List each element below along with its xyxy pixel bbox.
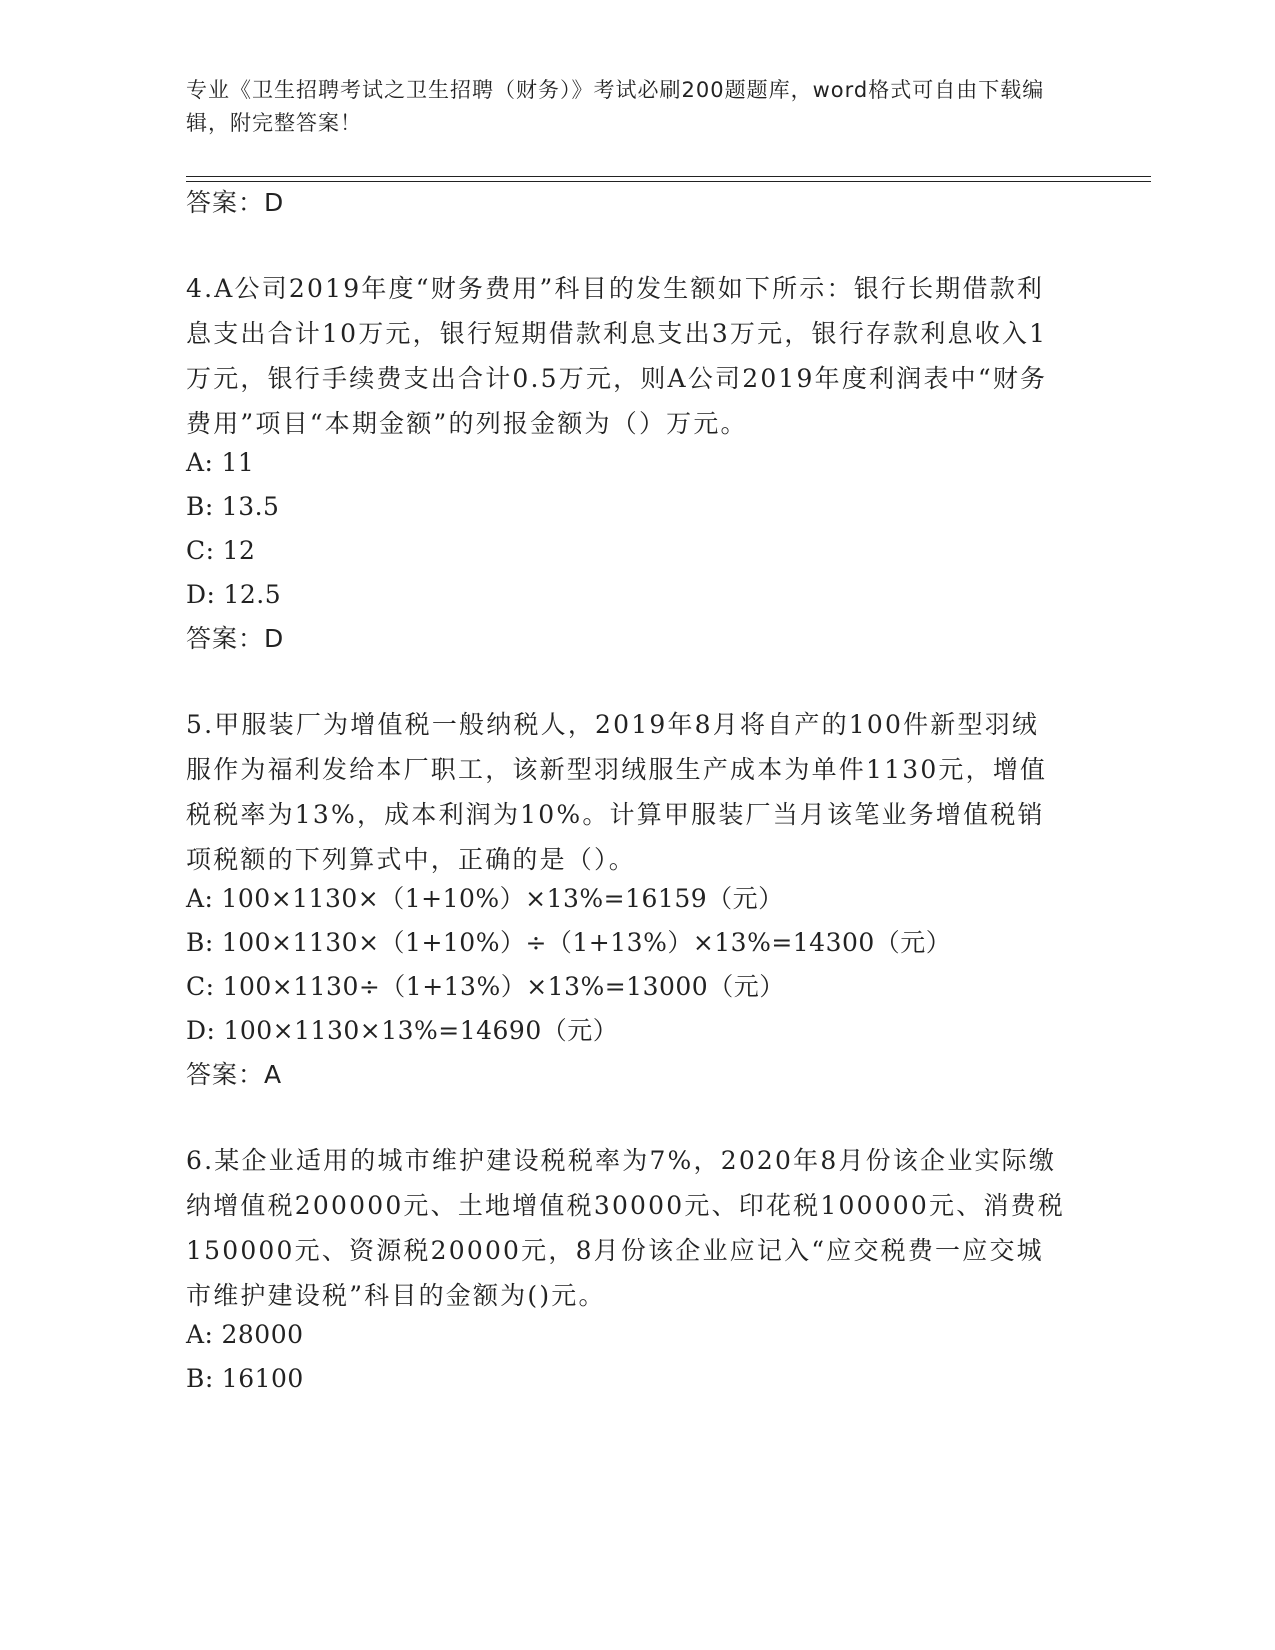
header-text: 专业《卫生招聘考试之卫生招聘（财务）》考试必刷200题题库，word格式可自由下载编辑，附完整答案！ xyxy=(186,78,1045,135)
question-6 xyxy=(186,1138,1066,1318)
option-value: 13.5 xyxy=(221,492,280,521)
answer-label: 答案： xyxy=(186,624,265,653)
option-value: 100×1130×13%=14690（元） xyxy=(223,1016,619,1045)
question-text: 6.某企业适用的城市维护建设税税率为7%，2020年8月份该企业实际缴纳增值税200000元、土地增值税30000元、印花税100000元、消费税150000元、资源税20000元，8月份该企业应记入“应交税费一应交城市维护建设税”科目的金额为()元。 xyxy=(186,1146,1065,1310)
option-key: C: xyxy=(186,972,215,1001)
option-key: B: xyxy=(186,928,214,957)
header-divider xyxy=(186,181,1151,182)
option-value: 12.5 xyxy=(223,580,282,609)
answer-label: 答案： xyxy=(186,1060,265,1089)
question-4 xyxy=(186,266,1066,446)
answer-value: D xyxy=(264,624,285,653)
option-c xyxy=(186,536,255,566)
header-divider xyxy=(186,176,1151,177)
option-a xyxy=(186,884,784,914)
page-header xyxy=(186,74,1066,140)
option-key: D: xyxy=(186,580,216,609)
question-text: 5.甲服装厂为增值税一般纳税人，2019年8月将自产的100件新型羽绒服作为福利发给本厂职工，该新型羽绒服生产成本为单件1130元，增值税税率为13%，成本利润为10%。计算甲服装厂当月该笔业务增值税销项税额的下列算式中，正确的是（）。 xyxy=(186,710,1048,874)
option-d xyxy=(186,580,281,610)
option-d xyxy=(186,1016,618,1046)
option-b xyxy=(186,492,279,522)
option-value: 100×1130÷（1+13%）×13%=13000（元） xyxy=(222,972,785,1001)
option-key: B: xyxy=(186,492,214,521)
answer-line xyxy=(186,1060,282,1090)
option-value: 11 xyxy=(221,448,255,477)
option-value: 100×1130×（1+10%）÷（1+13%）×13%=14300（元） xyxy=(221,928,952,957)
question-5 xyxy=(186,702,1066,882)
option-b xyxy=(186,1364,304,1394)
option-key: A: xyxy=(186,884,214,913)
option-key: C: xyxy=(186,536,215,565)
option-value: 28000 xyxy=(221,1320,304,1349)
option-key: A: xyxy=(186,448,214,477)
option-value: 16100 xyxy=(221,1364,304,1393)
option-key: D: xyxy=(186,1016,216,1045)
answer-value: D xyxy=(264,188,285,217)
answer-value: A xyxy=(264,1060,283,1089)
option-a xyxy=(186,448,254,478)
question-text: 4.A公司2019年度“财务费用”科目的发生额如下所示：银行长期借款利息支出合计10万元，银行短期借款利息支出3万元，银行存款利息收入1万元，银行手续费支出合计0.5万元，则A公司2019年度利润表中“财务费用”项目“本期金额”的列报金额为（）万元。 xyxy=(186,274,1048,438)
option-value: 12 xyxy=(222,536,256,565)
option-b xyxy=(186,928,951,958)
option-value: 100×1130×（1+10%）×13%=16159（元） xyxy=(221,884,784,913)
option-key: B: xyxy=(186,1364,214,1393)
option-key: A: xyxy=(186,1320,214,1349)
option-a xyxy=(186,1320,304,1350)
answer-line xyxy=(186,624,284,654)
answer-line xyxy=(186,188,284,218)
option-c xyxy=(186,972,785,1002)
answer-label: 答案： xyxy=(186,188,265,217)
